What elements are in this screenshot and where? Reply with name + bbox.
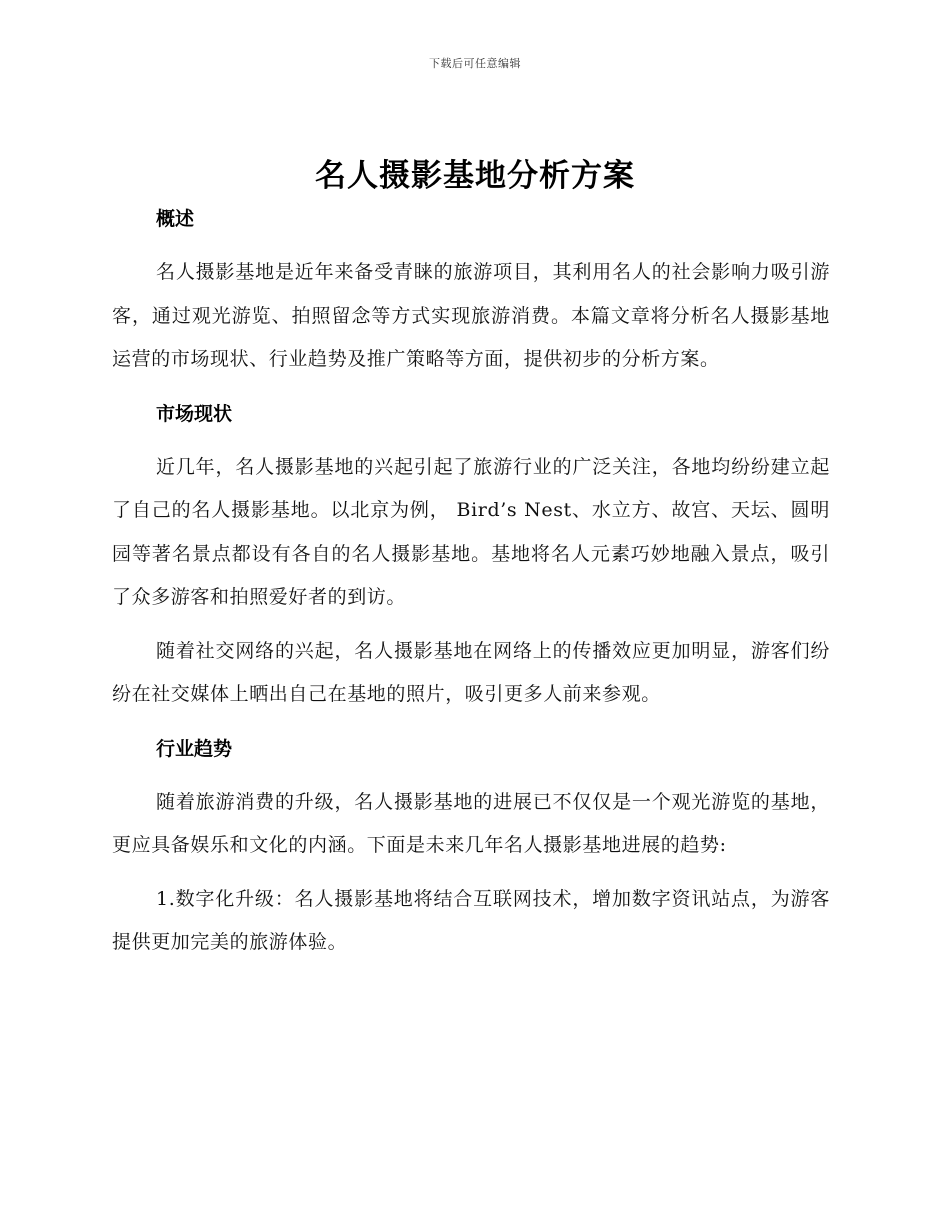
- document-title: 名人摄影基地分析方案: [315, 158, 635, 194]
- section-overview: [112, 197, 830, 382]
- section-market-status: [112, 392, 830, 717]
- paragraph: 近几年，名人摄影基地的兴起引起了旅游行业的广泛关注，各地均纷纷建立起了自己的名人摄影基地。以北京为例， Bird’s Nest、水立方、故宫、天坛、圆明园等著名景点都设有各自的名人摄影基地。基地将名人元素巧妙地融入景点，吸引了众多游客和拍照爱好者的到访。: [112, 455, 830, 608]
- paragraph: 名人摄影基地是近年来备受青睐的旅游项目，其利用名人的社会影响力吸引游客，通过观光游览、拍照留念等方式实现旅游消费。本篇文章将分析名人摄影基地运营的市场现状、行业趋势及推广策略等方面，提供初步的分析方案。: [112, 261, 830, 370]
- section-industry-trends: [112, 727, 830, 965]
- paragraph: 1.数字化升级：名人摄影基地将结合互联网技术，增加数字资讯站点，为游客提供更加完美的旅游体验。: [112, 887, 830, 953]
- paragraph: 随着社交网络的兴起，名人摄影基地在网络上的传播效应更加明显，游客们纷纷在社交媒体上晒出自己在基地的照片，吸引更多人前来参观。: [112, 639, 830, 705]
- section-heading: 市场现状: [156, 402, 233, 425]
- section-heading: 行业趋势: [156, 737, 233, 760]
- document-body: [112, 197, 830, 975]
- paragraph: 随着旅游消费的升级，名人摄影基地的进展已不仅仅是一个观光游览的基地，更应具备娱乐和文化的内涵。下面是未来几年名人摄影基地进展的趋势:: [112, 790, 830, 856]
- header-note: 下载后可任意编辑: [429, 57, 521, 70]
- section-heading: 概述: [156, 208, 195, 230]
